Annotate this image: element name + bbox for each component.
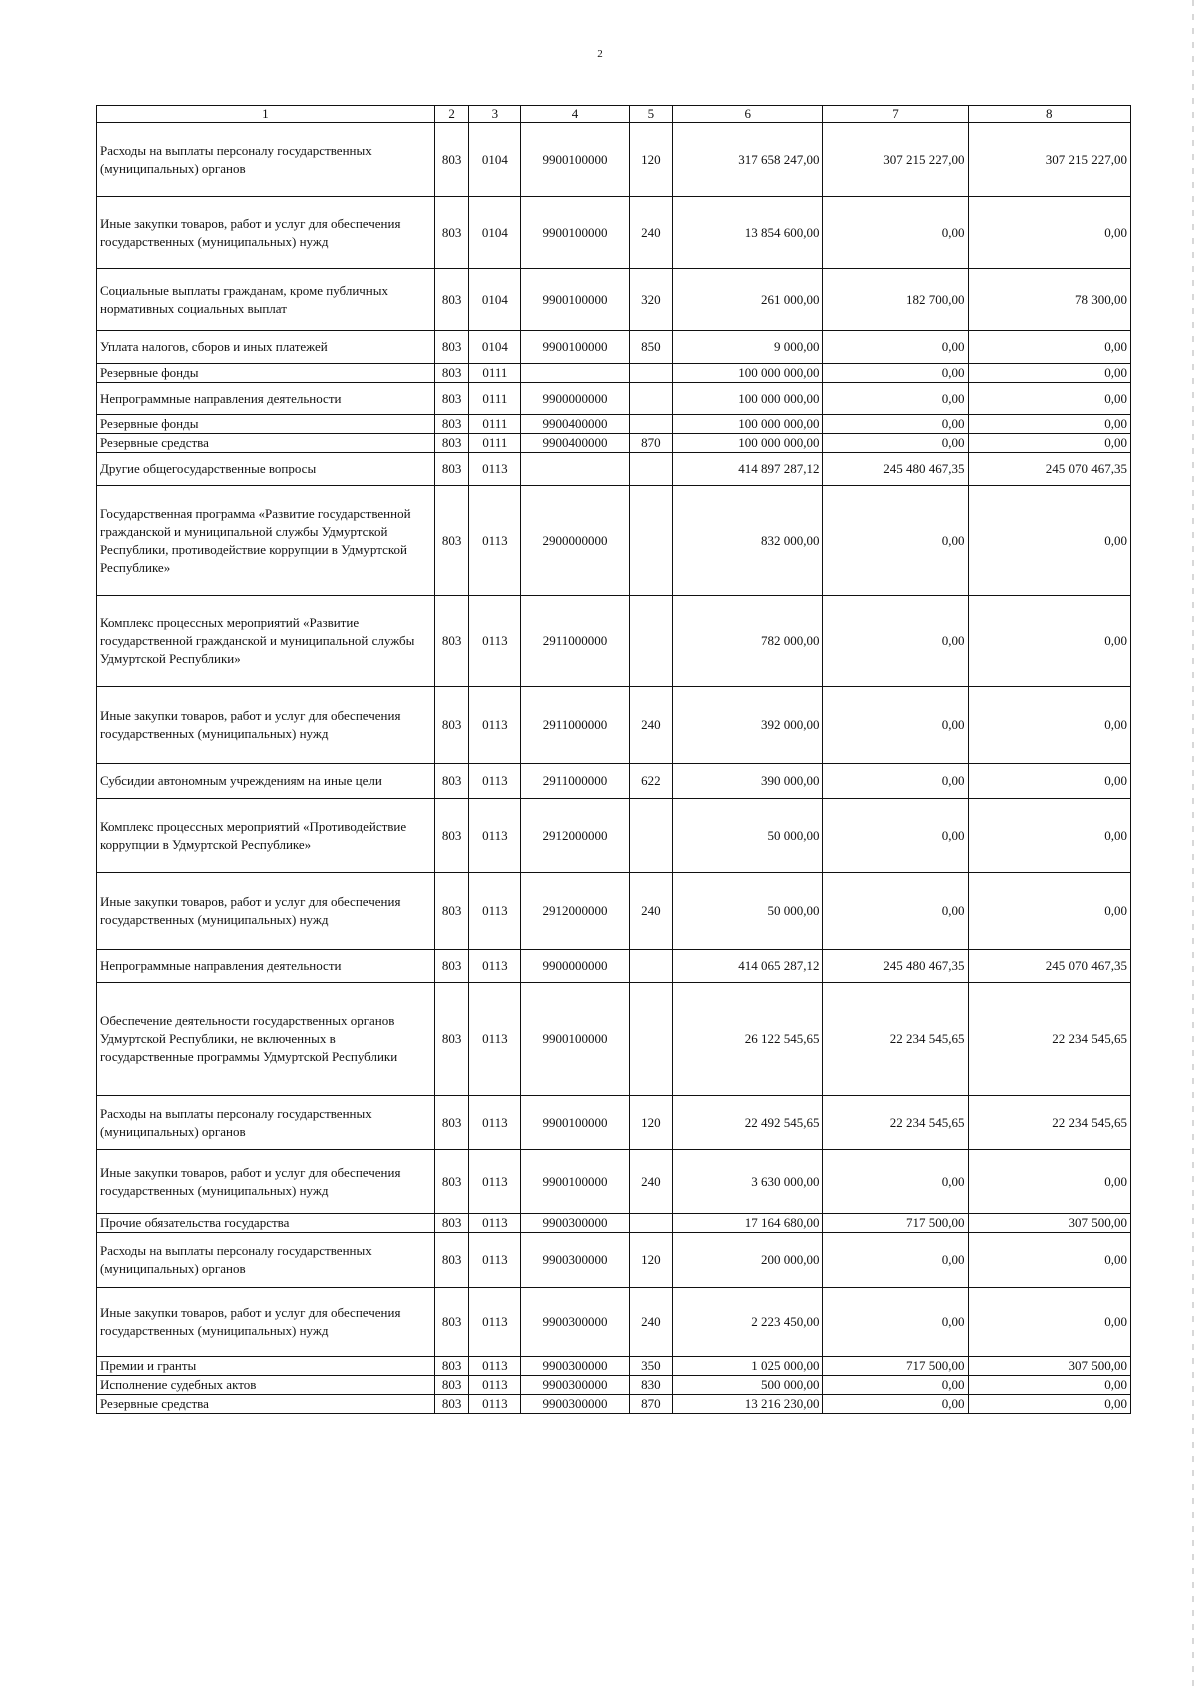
cell-amount-year2: 0,00 — [823, 764, 968, 799]
table-row — [97, 197, 1131, 269]
cell-amount-year1: 782 000,00 — [672, 596, 822, 687]
row-name: Государственная программа «Развитие государственной гражданской и муниципальной службы Удмуртской Республики, противодействие коррупции в Удмуртской Республике» — [97, 486, 435, 596]
cell-expense-type — [629, 415, 672, 434]
cell-expense-type — [629, 453, 672, 486]
table-row — [97, 950, 1131, 983]
cell-amount-year3: 307 500,00 — [968, 1357, 1130, 1376]
cell-target-article: 9900400000 — [521, 415, 629, 434]
cell-amount-year3: 0,00 — [968, 873, 1130, 950]
cell-amount-year1: 13 854 600,00 — [672, 197, 822, 269]
table-row — [97, 1288, 1131, 1357]
cell-amount-year2: 0,00 — [823, 1395, 968, 1414]
cell-amount-year1: 414 897 287,12 — [672, 453, 822, 486]
cell-target-article: 9900000000 — [521, 383, 629, 415]
cell-amount-year3: 0,00 — [968, 415, 1130, 434]
cell-amount-year2: 0,00 — [823, 197, 968, 269]
cell-amount-year2: 0,00 — [823, 383, 968, 415]
row-name: Расходы на выплаты персоналу государственных (муниципальных) органов — [97, 123, 435, 197]
cell-expense-type: 240 — [629, 197, 672, 269]
table-row — [97, 269, 1131, 331]
cell-gr: 803 — [434, 1395, 469, 1414]
cell-amount-year1: 22 492 545,65 — [672, 1096, 822, 1150]
cell-target-article: 9900100000 — [521, 123, 629, 197]
cell-section: 0111 — [469, 434, 521, 453]
row-name: Резервные средства — [97, 434, 435, 453]
cell-amount-year3: 22 234 545,65 — [968, 983, 1130, 1096]
table-row — [97, 1357, 1131, 1376]
row-name: Иные закупки товаров, работ и услуг для обеспечения государственных (муниципальных) нужд — [97, 687, 435, 764]
cell-gr: 803 — [434, 1096, 469, 1150]
cell-section: 0104 — [469, 123, 521, 197]
table-row — [97, 687, 1131, 764]
cell-gr: 803 — [434, 983, 469, 1096]
table-row — [97, 434, 1131, 453]
row-name: Расходы на выплаты персоналу государственных (муниципальных) органов — [97, 1096, 435, 1150]
cell-amount-year2: 0,00 — [823, 486, 968, 596]
cell-amount-year2: 0,00 — [823, 1150, 968, 1214]
table-row — [97, 486, 1131, 596]
scan-edge-mark — [1192, 0, 1194, 1686]
budget-table — [96, 105, 1131, 1414]
cell-section: 0113 — [469, 1150, 521, 1214]
cell-section: 0113 — [469, 1233, 521, 1288]
cell-expense-type: 240 — [629, 1288, 672, 1357]
cell-section: 0113 — [469, 596, 521, 687]
cell-section: 0104 — [469, 269, 521, 331]
row-name: Субсидии автономным учреждениям на иные цели — [97, 764, 435, 799]
row-name: Резервные средства — [97, 1395, 435, 1414]
cell-section: 0113 — [469, 1096, 521, 1150]
cell-target-article: 9900100000 — [521, 331, 629, 364]
cell-section: 0111 — [469, 383, 521, 415]
cell-section: 0113 — [469, 1214, 521, 1233]
cell-expense-type: 120 — [629, 1233, 672, 1288]
row-name: Непрограммные направления деятельности — [97, 383, 435, 415]
cell-amount-year1: 1 025 000,00 — [672, 1357, 822, 1376]
cell-amount-year2: 0,00 — [823, 1288, 968, 1357]
header-row — [97, 106, 1131, 123]
table-row — [97, 764, 1131, 799]
cell-amount-year3: 0,00 — [968, 486, 1130, 596]
cell-section: 0111 — [469, 415, 521, 434]
cell-amount-year1: 261 000,00 — [672, 269, 822, 331]
row-name: Резервные фонды — [97, 415, 435, 434]
cell-gr: 803 — [434, 873, 469, 950]
cell-section: 0113 — [469, 1288, 521, 1357]
cell-amount-year2: 307 215 227,00 — [823, 123, 968, 197]
cell-section: 0113 — [469, 950, 521, 983]
cell-amount-year3: 0,00 — [968, 687, 1130, 764]
cell-amount-year3: 307 500,00 — [968, 1214, 1130, 1233]
cell-gr: 803 — [434, 1150, 469, 1214]
cell-amount-year2: 0,00 — [823, 364, 968, 383]
row-name: Прочие обязательства государства — [97, 1214, 435, 1233]
cell-amount-year1: 390 000,00 — [672, 764, 822, 799]
cell-amount-year2: 717 500,00 — [823, 1357, 968, 1376]
column-header: 8 — [968, 106, 1130, 123]
column-header: 5 — [629, 106, 672, 123]
cell-gr: 803 — [434, 364, 469, 383]
table-row — [97, 1376, 1131, 1395]
cell-amount-year2: 245 480 467,35 — [823, 453, 968, 486]
cell-amount-year3: 0,00 — [968, 197, 1130, 269]
cell-expense-type: 240 — [629, 1150, 672, 1214]
column-header: 4 — [521, 106, 629, 123]
cell-section: 0104 — [469, 197, 521, 269]
row-name: Социальные выплаты гражданам, кроме публичных нормативных социальных выплат — [97, 269, 435, 331]
row-name: Обеспечение деятельности государственных органов Удмуртской Республики, не включенных в государственные программы Удмуртской Республики — [97, 983, 435, 1096]
cell-expense-type — [629, 1214, 672, 1233]
row-name: Иные закупки товаров, работ и услуг для обеспечения государственных (муниципальных) нужд — [97, 197, 435, 269]
table-row — [97, 1214, 1131, 1233]
cell-expense-type: 240 — [629, 873, 672, 950]
cell-amount-year3: 0,00 — [968, 596, 1130, 687]
table-row — [97, 1096, 1131, 1150]
table-row — [97, 453, 1131, 486]
cell-expense-type — [629, 950, 672, 983]
cell-amount-year1: 50 000,00 — [672, 799, 822, 873]
cell-target-article: 9900400000 — [521, 434, 629, 453]
cell-amount-year3: 0,00 — [968, 1150, 1130, 1214]
cell-amount-year2: 0,00 — [823, 415, 968, 434]
row-name: Комплекс процессных мероприятий «Противодействие коррупции в Удмуртской Республике» — [97, 799, 435, 873]
cell-amount-year1: 100 000 000,00 — [672, 415, 822, 434]
cell-target-article: 9900300000 — [521, 1357, 629, 1376]
table-row — [97, 799, 1131, 873]
cell-gr: 803 — [434, 453, 469, 486]
cell-target-article: 2911000000 — [521, 596, 629, 687]
cell-gr: 803 — [434, 1214, 469, 1233]
cell-amount-year1: 317 658 247,00 — [672, 123, 822, 197]
cell-gr: 803 — [434, 1233, 469, 1288]
row-name: Уплата налогов, сборов и иных платежей — [97, 331, 435, 364]
cell-amount-year3: 22 234 545,65 — [968, 1096, 1130, 1150]
cell-amount-year2: 0,00 — [823, 331, 968, 364]
cell-target-article — [521, 453, 629, 486]
table-row — [97, 1233, 1131, 1288]
cell-gr: 803 — [434, 596, 469, 687]
cell-amount-year3: 0,00 — [968, 799, 1130, 873]
cell-amount-year3: 0,00 — [968, 1288, 1130, 1357]
cell-target-article: 9900100000 — [521, 983, 629, 1096]
cell-amount-year3: 0,00 — [968, 331, 1130, 364]
cell-amount-year1: 832 000,00 — [672, 486, 822, 596]
column-header: 6 — [672, 106, 822, 123]
cell-expense-type: 870 — [629, 1395, 672, 1414]
cell-target-article: 9900300000 — [521, 1233, 629, 1288]
cell-amount-year1: 17 164 680,00 — [672, 1214, 822, 1233]
cell-amount-year1: 500 000,00 — [672, 1376, 822, 1395]
table-row — [97, 596, 1131, 687]
column-header: 3 — [469, 106, 521, 123]
cell-amount-year2: 0,00 — [823, 687, 968, 764]
cell-amount-year1: 50 000,00 — [672, 873, 822, 950]
cell-target-article: 9900100000 — [521, 197, 629, 269]
cell-expense-type — [629, 983, 672, 1096]
cell-amount-year2: 245 480 467,35 — [823, 950, 968, 983]
table-body — [97, 123, 1131, 1414]
row-name: Резервные фонды — [97, 364, 435, 383]
cell-gr: 803 — [434, 1376, 469, 1395]
cell-amount-year1: 3 630 000,00 — [672, 1150, 822, 1214]
cell-gr: 803 — [434, 950, 469, 983]
cell-amount-year2: 0,00 — [823, 873, 968, 950]
cell-amount-year1: 100 000 000,00 — [672, 434, 822, 453]
cell-gr: 803 — [434, 197, 469, 269]
cell-target-article: 9900100000 — [521, 1096, 629, 1150]
cell-section: 0113 — [469, 799, 521, 873]
cell-amount-year3: 0,00 — [968, 364, 1130, 383]
cell-section: 0113 — [469, 1395, 521, 1414]
cell-amount-year3: 0,00 — [968, 1233, 1130, 1288]
cell-target-article: 9900100000 — [521, 269, 629, 331]
cell-expense-type — [629, 364, 672, 383]
cell-expense-type — [629, 383, 672, 415]
table-row — [97, 123, 1131, 197]
cell-gr: 803 — [434, 415, 469, 434]
cell-target-article: 9900100000 — [521, 1150, 629, 1214]
cell-amount-year3: 78 300,00 — [968, 269, 1130, 331]
cell-amount-year2: 0,00 — [823, 1233, 968, 1288]
cell-section: 0113 — [469, 486, 521, 596]
cell-amount-year1: 26 122 545,65 — [672, 983, 822, 1096]
cell-amount-year3: 245 070 467,35 — [968, 950, 1130, 983]
cell-gr: 803 — [434, 764, 469, 799]
cell-gr: 803 — [434, 434, 469, 453]
cell-amount-year1: 13 216 230,00 — [672, 1395, 822, 1414]
row-name: Непрограммные направления деятельности — [97, 950, 435, 983]
page-number: 2 — [597, 48, 603, 60]
cell-amount-year2: 717 500,00 — [823, 1214, 968, 1233]
cell-amount-year1: 2 223 450,00 — [672, 1288, 822, 1357]
cell-amount-year1: 9 000,00 — [672, 331, 822, 364]
table-row — [97, 331, 1131, 364]
table-row — [97, 1150, 1131, 1214]
cell-section: 0113 — [469, 687, 521, 764]
column-header: 2 — [434, 106, 469, 123]
table-row — [97, 415, 1131, 434]
cell-target-article: 2912000000 — [521, 799, 629, 873]
cell-amount-year2: 22 234 545,65 — [823, 1096, 968, 1150]
row-name: Расходы на выплаты персоналу государственных (муниципальных) органов — [97, 1233, 435, 1288]
cell-target-article: 9900000000 — [521, 950, 629, 983]
cell-expense-type: 870 — [629, 434, 672, 453]
table-row — [97, 983, 1131, 1096]
cell-amount-year1: 100 000 000,00 — [672, 364, 822, 383]
cell-section: 0104 — [469, 331, 521, 364]
row-name: Премии и гранты — [97, 1357, 435, 1376]
cell-amount-year2: 0,00 — [823, 799, 968, 873]
cell-amount-year1: 392 000,00 — [672, 687, 822, 764]
row-name: Комплекс процессных мероприятий «Развитие государственной гражданской и муниципальной службы Удмуртской Республики» — [97, 596, 435, 687]
cell-target-article: 9900300000 — [521, 1288, 629, 1357]
cell-gr: 803 — [434, 123, 469, 197]
cell-expense-type: 320 — [629, 269, 672, 331]
column-header: 1 — [97, 106, 435, 123]
cell-expense-type: 350 — [629, 1357, 672, 1376]
row-name: Иные закупки товаров, работ и услуг для обеспечения государственных (муниципальных) нужд — [97, 1150, 435, 1214]
cell-expense-type — [629, 596, 672, 687]
cell-amount-year2: 0,00 — [823, 1376, 968, 1395]
cell-target-article: 2911000000 — [521, 764, 629, 799]
cell-amount-year2: 0,00 — [823, 596, 968, 687]
cell-gr: 803 — [434, 486, 469, 596]
cell-gr: 803 — [434, 383, 469, 415]
cell-target-article — [521, 364, 629, 383]
cell-expense-type: 850 — [629, 331, 672, 364]
cell-expense-type: 120 — [629, 123, 672, 197]
row-name: Иные закупки товаров, работ и услуг для обеспечения государственных (муниципальных) нужд — [97, 1288, 435, 1357]
row-name: Исполнение судебных актов — [97, 1376, 435, 1395]
cell-amount-year2: 0,00 — [823, 434, 968, 453]
cell-amount-year3: 0,00 — [968, 1395, 1130, 1414]
cell-expense-type: 240 — [629, 687, 672, 764]
cell-amount-year1: 200 000,00 — [672, 1233, 822, 1288]
cell-amount-year1: 100 000 000,00 — [672, 383, 822, 415]
cell-gr: 803 — [434, 1357, 469, 1376]
cell-amount-year2: 22 234 545,65 — [823, 983, 968, 1096]
cell-gr: 803 — [434, 331, 469, 364]
cell-amount-year2: 182 700,00 — [823, 269, 968, 331]
cell-expense-type: 830 — [629, 1376, 672, 1395]
table-row — [97, 873, 1131, 950]
cell-target-article: 2912000000 — [521, 873, 629, 950]
cell-amount-year1: 414 065 287,12 — [672, 950, 822, 983]
row-name: Иные закупки товаров, работ и услуг для обеспечения государственных (муниципальных) нужд — [97, 873, 435, 950]
cell-gr: 803 — [434, 1288, 469, 1357]
cell-gr: 803 — [434, 687, 469, 764]
table-row — [97, 1395, 1131, 1414]
column-header: 7 — [823, 106, 968, 123]
cell-amount-year3: 245 070 467,35 — [968, 453, 1130, 486]
cell-expense-type — [629, 486, 672, 596]
cell-section: 0113 — [469, 873, 521, 950]
cell-section: 0113 — [469, 1376, 521, 1395]
cell-section: 0113 — [469, 983, 521, 1096]
row-name: Другие общегосударственные вопросы — [97, 453, 435, 486]
cell-target-article: 9900300000 — [521, 1395, 629, 1414]
cell-target-article: 9900300000 — [521, 1376, 629, 1395]
cell-expense-type — [629, 799, 672, 873]
cell-target-article: 2911000000 — [521, 687, 629, 764]
cell-amount-year3: 0,00 — [968, 434, 1130, 453]
cell-target-article: 2900000000 — [521, 486, 629, 596]
cell-section: 0111 — [469, 364, 521, 383]
cell-expense-type: 120 — [629, 1096, 672, 1150]
cell-expense-type: 622 — [629, 764, 672, 799]
cell-target-article: 9900300000 — [521, 1214, 629, 1233]
cell-section: 0113 — [469, 1357, 521, 1376]
cell-section: 0113 — [469, 453, 521, 486]
table-row — [97, 364, 1131, 383]
cell-amount-year3: 0,00 — [968, 764, 1130, 799]
cell-amount-year3: 307 215 227,00 — [968, 123, 1130, 197]
cell-section: 0113 — [469, 764, 521, 799]
cell-gr: 803 — [434, 269, 469, 331]
cell-amount-year3: 0,00 — [968, 1376, 1130, 1395]
table-row — [97, 383, 1131, 415]
cell-gr: 803 — [434, 799, 469, 873]
cell-amount-year3: 0,00 — [968, 383, 1130, 415]
